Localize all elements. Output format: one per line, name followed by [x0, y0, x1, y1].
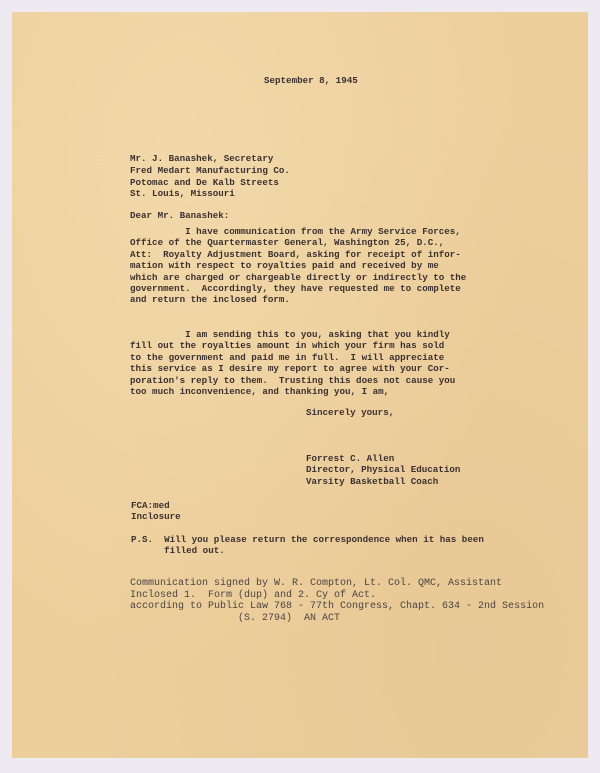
text-line: Att: Royalty Adjustment Board, asking for receipt of infor-	[130, 248, 461, 260]
text-line: filled out.	[131, 545, 225, 557]
text-line: to the government and paid me in full. I will appreciate	[130, 351, 445, 363]
signature-block	[306, 453, 460, 487]
text-line: which are charged or chargeable directly or indirectly to the	[130, 271, 467, 283]
salutation: Dear Mr. Banashek:	[130, 210, 230, 221]
note-line: Inclosed 1. Form (dup) and 2. Cy of Act.	[130, 589, 377, 601]
text-line: P.S. Will you please return the correspondence when it has been	[131, 534, 484, 545]
address-line: St. Louis, Missouri	[130, 188, 235, 200]
postscript	[131, 534, 484, 557]
text-line: poration's reply to them. Trusting this does not cause you	[130, 374, 456, 386]
address-line: Mr. J. Banashek, Secretary	[130, 153, 274, 164]
text-line: Office of the Quartermaster General, Washington 25, D.C.,	[130, 237, 445, 249]
enclosure-note: Inclosure	[131, 511, 181, 523]
text-line: I am sending this to you, asking that you kindly	[130, 329, 450, 340]
text-line: I have communication from the Army Service Forces,	[130, 226, 461, 237]
signer-name: Forrest C. Allen	[306, 453, 395, 464]
address-line: Fred Medart Manufacturing Co.	[130, 164, 290, 176]
closing: Sincerely yours,	[306, 407, 395, 418]
body-paragraph-1	[130, 226, 466, 306]
signer-title: Varsity Basketball Coach	[306, 475, 439, 487]
initials: FCA:med	[131, 500, 170, 511]
reference-initials	[131, 500, 181, 523]
letter-date: September 8, 1945	[264, 75, 358, 86]
signer-title: Director, Physical Education	[306, 464, 461, 476]
recipient-address	[130, 153, 290, 200]
address-line: Potomac and De Kalb Streets	[130, 176, 279, 188]
note-line: according to Public Law 768 - 77th Congress, Chapt. 634 - 2nd Session	[130, 601, 545, 613]
text-line: mation with respect to royalties paid and received by me	[130, 260, 439, 272]
text-line: this service as I desire my report to agree with your Cor-	[130, 363, 450, 375]
body-paragraph-2	[130, 329, 455, 397]
file-notes	[130, 578, 544, 625]
text-line: too much inconvenience, and thanking you, I am,	[130, 386, 390, 398]
text-line: and return the inclosed form.	[130, 294, 290, 306]
note-line: Communication signed by W. R. Compton, Lt. Col. QMC, Assistant	[130, 578, 503, 589]
note-line: (S. 2794) AN ACT	[130, 613, 341, 625]
text-line: fill out the royalties amount in which your firm has sold	[130, 340, 445, 352]
text-line: government. Accordingly, they have requested me to complete	[130, 283, 461, 295]
